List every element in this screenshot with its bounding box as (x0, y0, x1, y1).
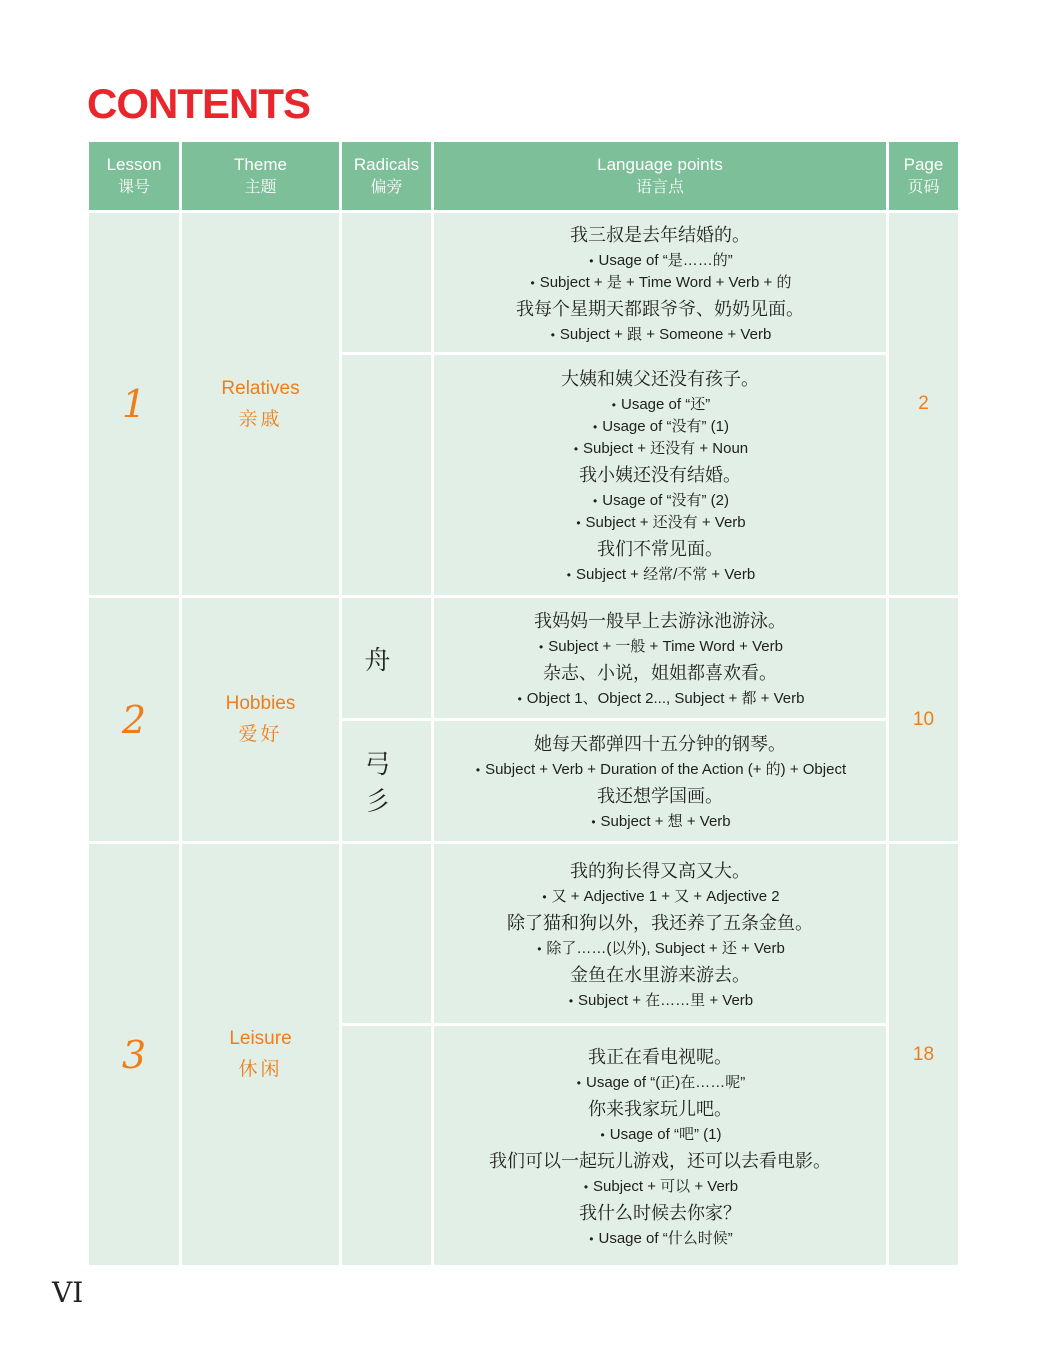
example-sentence: 我三叔是去年结婚的。 (570, 224, 750, 246)
example-sentence: 除了猫和狗以外，我还养了五条金鱼。 (507, 912, 813, 934)
lesson-row (88, 212, 960, 354)
language-points-cell (433, 354, 888, 597)
example-sentence: 我每个星期天都跟爷爷、奶奶见面。 (516, 298, 804, 320)
grammar-point: • Subject + Verb + Duration of the Action (+ 的) + Object (434, 759, 886, 781)
page-number: 18 (912, 1043, 935, 1065)
grammar-point: • Subject + 还没有 + Noun (434, 438, 886, 460)
lesson-number-cell (88, 212, 181, 597)
lesson-number-cell (88, 597, 181, 843)
radical-glyphs: 舟 (364, 645, 409, 676)
lesson-number-cell (88, 843, 181, 1267)
header-theme: Theme 主题 (181, 141, 341, 212)
page-title: CONTENTS (87, 80, 310, 127)
page-cell (888, 212, 960, 597)
lesson-number: 1 (121, 382, 147, 426)
grammar-point: • Usage of “是……的” (434, 250, 886, 272)
language-points-cell (433, 1025, 888, 1267)
radicals-cell (341, 212, 433, 354)
grammar-point: • Subject + 想 + Verb (434, 811, 886, 833)
grammar-point: • 又 + Adjective 1 + 又 + Adjective 2 (434, 886, 886, 908)
lesson-row (88, 597, 960, 720)
example-sentence: 我们不常见面。 (597, 539, 723, 560)
page-cell (888, 597, 960, 843)
grammar-point: • Usage of “没有” (2) (434, 490, 886, 512)
header-row (88, 141, 960, 212)
grammar-point: • Subject + 经常/不常 + Verb (434, 564, 886, 586)
language-points-cell (433, 597, 888, 720)
contents-table (86, 139, 961, 1268)
radicals-cell (341, 354, 433, 597)
theme-english: Relatives (221, 377, 300, 399)
example-sentence: 你来我家玩儿吧。 (588, 1098, 732, 1120)
theme-english: Hobbies (225, 693, 296, 714)
page-number: 2 (918, 393, 929, 414)
lesson-number: 2 (121, 697, 147, 742)
grammar-point: • Usage of “没有” (1) (434, 416, 886, 438)
example-sentence: 金鱼在水里游来游去。 (570, 964, 750, 986)
theme-cell (181, 843, 341, 1267)
header-radicals: Radicals 偏旁 (341, 141, 433, 212)
header-language-points: Language points 语言点 (433, 141, 888, 212)
language-points-cell (433, 720, 888, 843)
radicals-cell (341, 597, 433, 720)
grammar-point: • Subject + 一般 + Time Word + Verb (434, 636, 886, 658)
example-sentence: 我们可以一起玩儿游戏，还可以去看电影。 (489, 1150, 831, 1172)
language-points-cell (433, 843, 888, 1025)
grammar-point: • Usage of “吧” (1) (434, 1124, 886, 1146)
language-points-cell (433, 212, 888, 354)
example-sentence: 我还想学国画。 (597, 786, 723, 807)
page-number-footer: VI (52, 1276, 84, 1309)
grammar-point: • Usage of “什么时候” (434, 1228, 886, 1250)
grammar-point: • Subject + 可以 + Verb (434, 1176, 886, 1198)
radicals-cell (341, 720, 433, 843)
lesson-row (88, 843, 960, 1025)
theme-english: Leisure (229, 1028, 292, 1049)
theme-cell (181, 597, 341, 843)
grammar-point: • Object 1、Object 2..., Subject + 都 + Verb (434, 688, 886, 710)
example-sentence: 我妈妈一般早上去游泳池游泳。 (534, 611, 786, 632)
grammar-point: • Usage of “(正)在……呢” (434, 1072, 886, 1094)
page-cell (888, 843, 960, 1267)
theme-chinese: 爱好 (238, 723, 283, 745)
example-sentence: 大姨和姨父还没有孩子。 (561, 369, 759, 390)
header-page: Page 页码 (888, 141, 960, 212)
grammar-point: • Subject + 跟 + Someone + Verb (434, 324, 886, 346)
grammar-point: • Subject + 是 + Time Word + Verb + 的 (434, 272, 886, 294)
grammar-point: • Subject + 在……里 + Verb (434, 990, 886, 1012)
theme-chinese: 休闲 (238, 1058, 283, 1080)
grammar-point: • Subject + 还没有 + Verb (434, 512, 886, 534)
theme-cell (181, 212, 341, 597)
lesson-number: 3 (121, 1032, 147, 1077)
radicals-cell (341, 1025, 433, 1267)
radical-glyphs: 弓 彡 (364, 750, 409, 817)
example-sentence: 我什么时候去你家？ (579, 1202, 741, 1224)
example-sentence: 我正在看电视呢。 (588, 1046, 732, 1068)
header-lesson: Lesson 课号 (88, 141, 181, 212)
grammar-point: • Usage of “还” (434, 394, 886, 416)
grammar-point: • 除了……(以外), Subject + 还 + Verb (434, 938, 886, 960)
theme-chinese: 亲戚 (238, 407, 283, 430)
example-sentence: 杂志、小说，姐姐都喜欢看。 (543, 663, 777, 684)
example-sentence: 我的狗长得又高又大。 (570, 860, 750, 882)
page-number: 10 (912, 708, 935, 730)
example-sentence: 我小姨还没有结婚。 (579, 465, 741, 486)
example-sentence: 她每天都弹四十五分钟的钢琴。 (534, 734, 786, 755)
radicals-cell (341, 843, 433, 1025)
